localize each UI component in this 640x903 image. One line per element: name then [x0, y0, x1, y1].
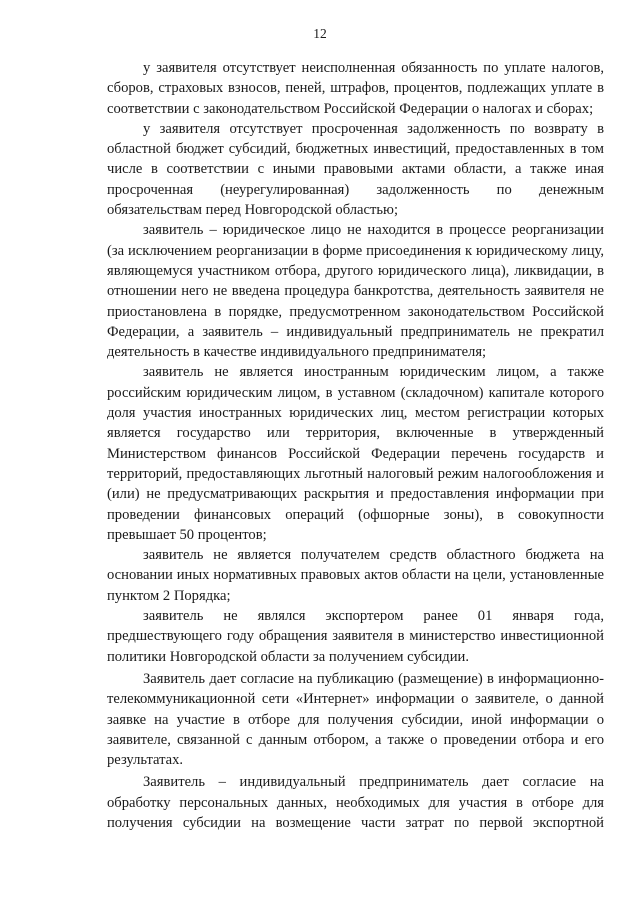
- paragraph-publication-consent: Заявитель дает согласие на публикацию (размещение) в информационно-телекоммуникационной сети «Интернет» информации о заявителе, о данной заявке на участие в отборе для получения субсидии, иной информации о заявителе, связанной с данным отбором, а также о проведении отбора и его результатах.: [107, 670, 604, 769]
- document-body: [107, 58, 604, 833]
- page-number: 12: [313, 26, 327, 41]
- paragraph-budget-debt: у заявителя отсутствует просроченная задолженность по возврату в областной бюджет субсидий, бюджетных инвестиций, предоставленных в том числе в соответствии с иными правовыми актами области, а также иная просроченная (неурегулированная) задолженность по денежным обязательствам перед Новгородской областью;: [107, 120, 604, 219]
- paragraph-tax-obligations: у заявителя отсутствует неисполненная обязанность по уплате налогов, сборов, страховых взносов, пеней, штрафов, процентов, подлежащих уплате в соответствии с законодательством Российской Федерации о налогах и сборах;: [107, 60, 604, 117]
- paragraph-personal-data-consent: Заявитель – индивидуальный предприниматель дает согласие на обработку персональных данных, необходимых для участия в отборе для получения субсидии на возмещение части затрат по первой экспортной: [107, 774, 604, 831]
- paragraph-reorganization: заявитель – юридическое лицо не находится в процессе реорганизации (за исключением реорганизации в форме присоединения к юридическому лицу, являющемуся участником отбора, другого юридического лица), ликвидации, в отношении него не введена процедура банкротства, деятельность заявителя не приостановлена в порядке, предусмотренном законодательством Российской Федерации, а заявитель – индивидуальный предприниматель не прекратил деятельность в качестве индивидуального предпринимателя;: [107, 222, 604, 361]
- paragraph-foreign-entity: заявитель не является иностранным юридическим лицом, а также российским юридическим лицом, в уставном (складочном) капитале которого доля участия иностранных юридических лиц, местом регистрации которых является государство или территория, включенные в утвержденный Министерством финансов Российской Федерации перечень государств и территорий, предоставляющих льготный налоговый режим налогообложения и (или) не предусматривающих раскрытия и предоставления информации при проведении финансовых операций (офшорные зоны), в совокупности превышает 50 процентов;: [107, 364, 604, 543]
- paragraph-budget-recipient: заявитель не является получателем средств областного бюджета на основании иных нормативных правовых актов области на цели, установленные пунктом 2 Порядка;: [107, 547, 604, 604]
- paragraph-exporter-status: заявитель не являлся экспортером ранее 01 января года, предшествующего году обращения заявителя в министерство инвестиционной политики Новгородской области за получением субсидии.: [107, 608, 604, 665]
